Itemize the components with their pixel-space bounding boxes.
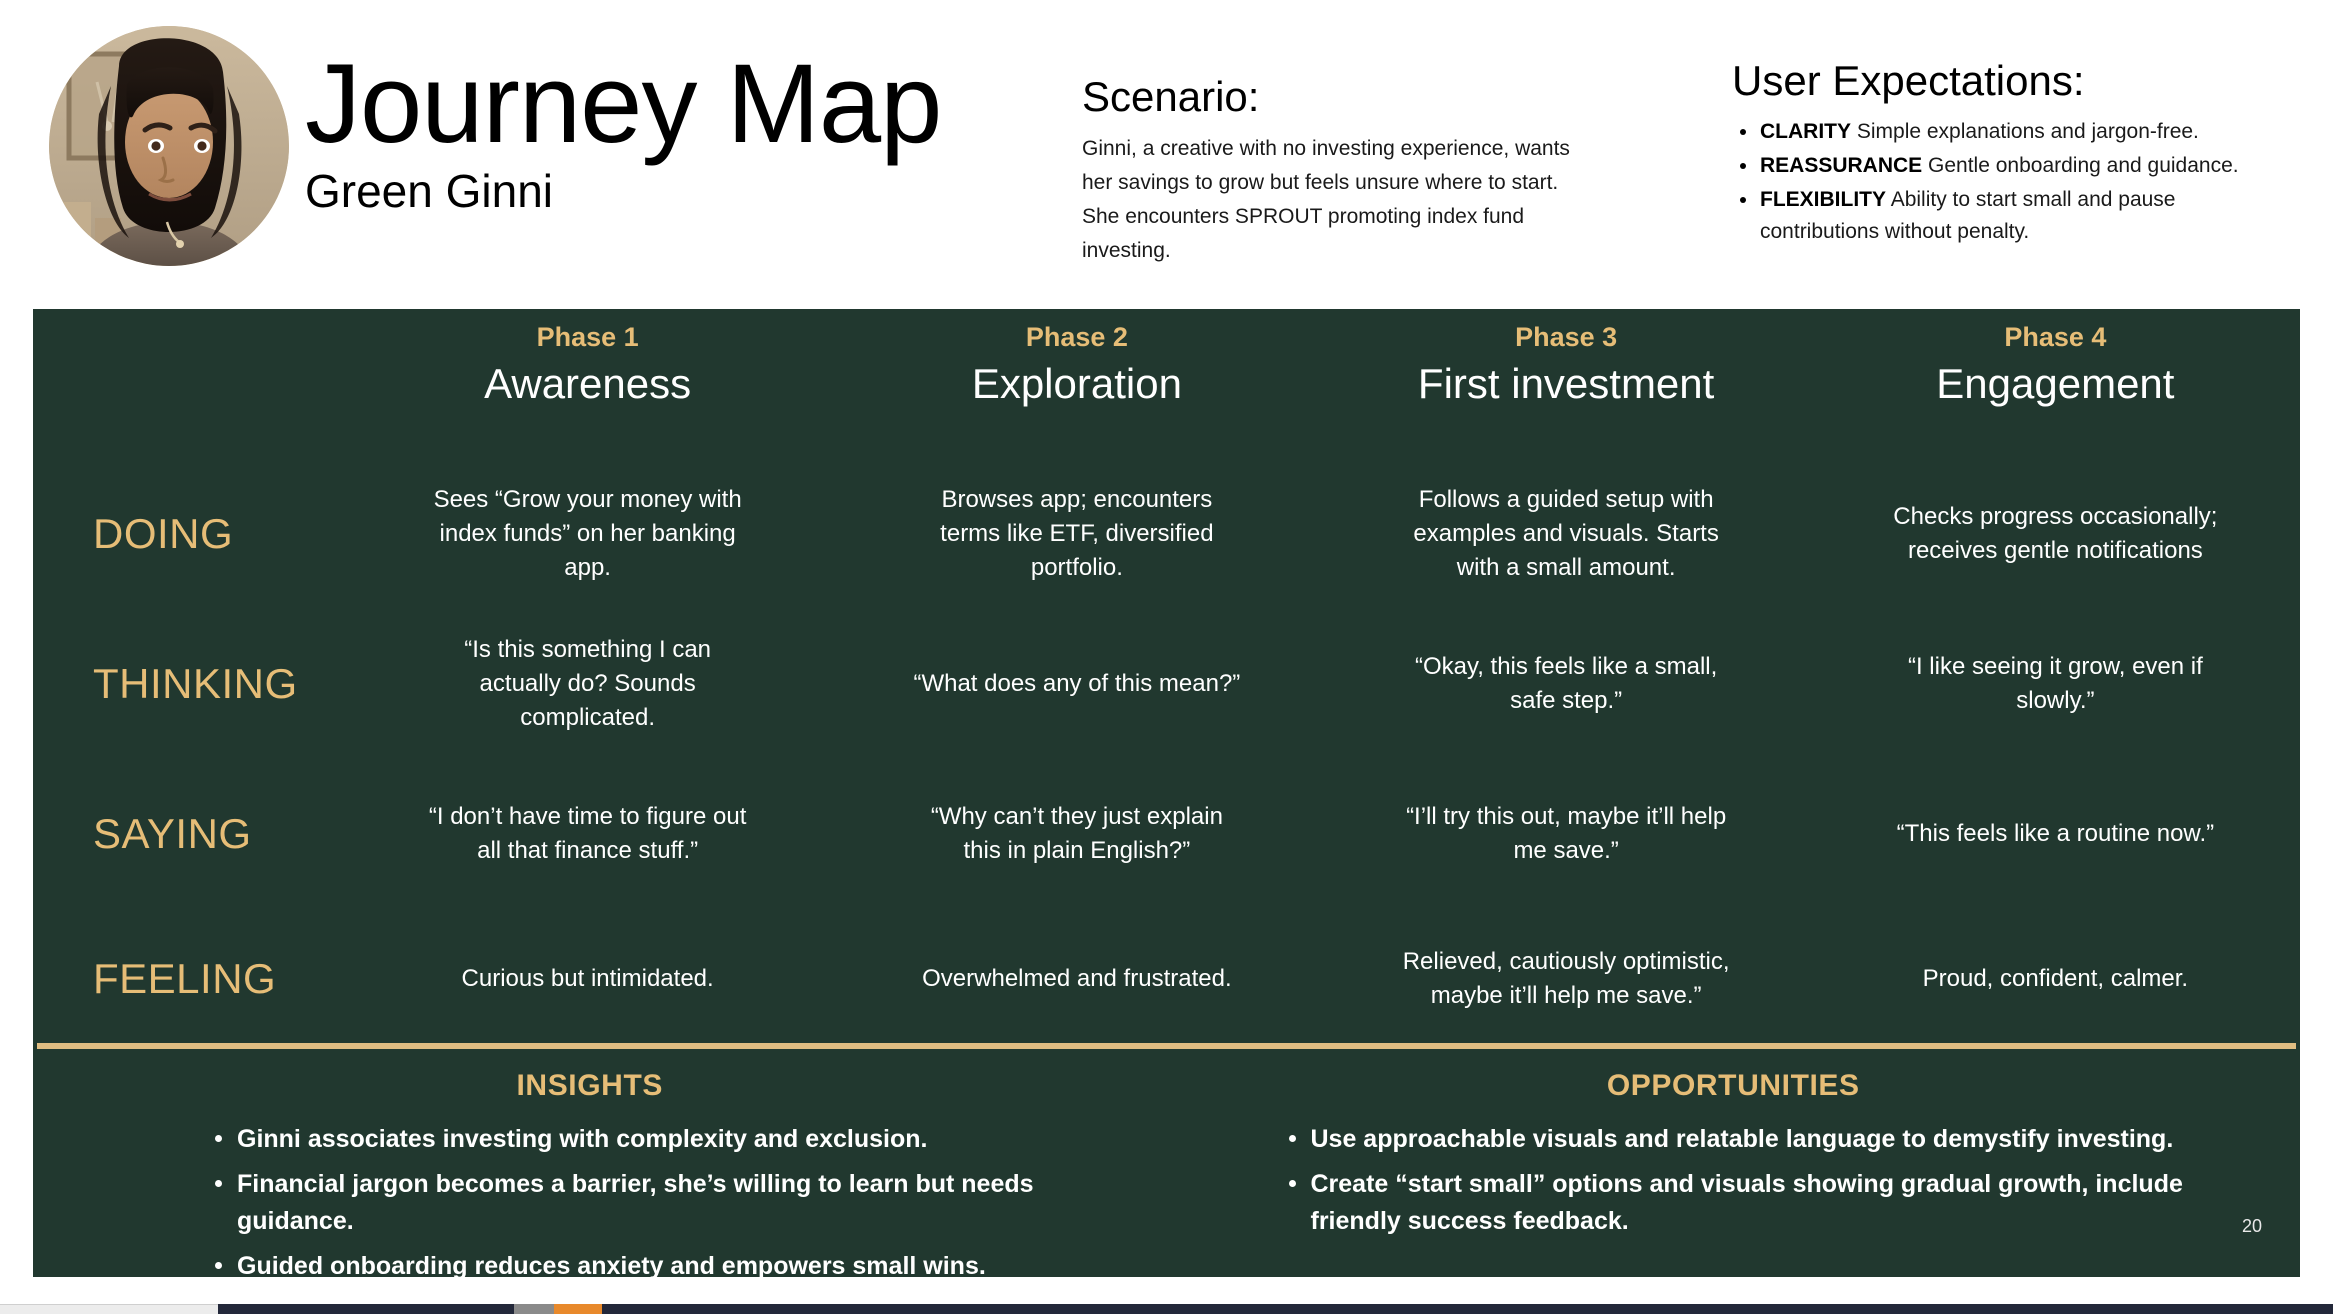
cell-doing-phase4 bbox=[1811, 459, 2300, 609]
expectations-list bbox=[1732, 116, 2292, 248]
opportunity-item: Create “start small” options and visuals showing gradual growth, include friendly success feedback. bbox=[1279, 1166, 2261, 1239]
expectation-text: Gentle onboarding and guidance. bbox=[1928, 154, 2239, 178]
insight-item: Ginni associates investing with complexity and exclusion. bbox=[205, 1121, 1127, 1157]
page-title: Journey Map bbox=[305, 41, 942, 166]
expectations-heading: User Expectations: bbox=[1732, 57, 2085, 104]
insight-item: Financial jargon becomes a barrier, she’s willing to learn but needs guidance. bbox=[205, 1166, 1127, 1239]
expectation-item bbox=[1732, 116, 2292, 148]
cell-text: “I’ll try this out, maybe it’ll help me save.” bbox=[1406, 802, 1727, 864]
cell-text: “What does any of this mean?” bbox=[913, 669, 1241, 697]
insights-title: INSIGHTS bbox=[516, 1069, 663, 1102]
cell-text: “Why can’t they just explain this in plain English?” bbox=[930, 802, 1223, 864]
cell-thinking-phase4 bbox=[1811, 609, 2300, 759]
row-label-thinking: THINKING bbox=[93, 660, 298, 707]
taskbar-active-app-indicator[interactable] bbox=[554, 1304, 602, 1314]
expectation-text: Simple explanations and jargon-free. bbox=[1856, 120, 2199, 144]
row-label-doing: DOING bbox=[93, 510, 234, 557]
cell-feeling-phase4 bbox=[1811, 909, 2300, 1049]
cell-thinking-phase1 bbox=[343, 609, 832, 759]
expectation-key: FLEXIBILITY bbox=[1760, 188, 1886, 211]
phase-name: Awareness bbox=[484, 359, 692, 407]
user-expectations-section bbox=[1732, 58, 2292, 250]
gold-divider bbox=[37, 1043, 2296, 1049]
row-label-saying: SAYING bbox=[93, 810, 252, 857]
cell-feeling-phase1 bbox=[343, 909, 832, 1049]
taskbar-left-segment[interactable] bbox=[0, 1304, 218, 1314]
phase-header-4 bbox=[1811, 309, 2300, 459]
cell-text: Browses app; encounters terms like ETF, diversified portfolio. bbox=[940, 485, 1214, 582]
slide-header bbox=[0, 0, 2333, 300]
journey-board bbox=[33, 309, 2300, 1280]
cell-feeling-phase2 bbox=[832, 909, 1321, 1049]
phase-header-3 bbox=[1322, 309, 1811, 459]
phase-number: Phase 1 bbox=[536, 322, 639, 352]
cell-doing-phase1 bbox=[343, 459, 832, 609]
phase-name: Exploration bbox=[971, 359, 1182, 407]
cell-doing-phase2 bbox=[832, 459, 1321, 609]
opportunities-panel bbox=[1167, 1053, 2301, 1293]
cell-feeling-phase3 bbox=[1322, 909, 1811, 1049]
cell-text: “Is this something I can actually do? Sounds complicated. bbox=[464, 635, 712, 732]
scenario-section bbox=[1082, 74, 1582, 268]
opportunities-title: OPPORTUNITIES bbox=[1606, 1069, 1860, 1102]
cell-text: “I don’t have time to figure out all that finance stuff.” bbox=[428, 802, 747, 864]
scenario-heading: Scenario: bbox=[1082, 73, 1260, 120]
opportunities-list bbox=[1279, 1121, 2261, 1239]
insights-list bbox=[205, 1121, 1127, 1284]
cell-doing-phase3 bbox=[1322, 459, 1811, 609]
cell-saying-phase1 bbox=[343, 759, 832, 909]
cell-text: “Okay, this feels like a small, safe step.” bbox=[1414, 652, 1718, 714]
phase-header-2 bbox=[832, 309, 1321, 459]
cell-text: Proud, confident, calmer. bbox=[1922, 964, 2189, 992]
persona-name: Green Ginni bbox=[305, 165, 554, 217]
phase-name: Engagement bbox=[1936, 359, 2175, 407]
phase-name: First investment bbox=[1417, 359, 1715, 407]
insight-item: Guided onboarding reduces anxiety and empowers small wins. bbox=[205, 1248, 1127, 1284]
taskbar-window-segment[interactable] bbox=[218, 1304, 514, 1314]
taskbar-grey-segment[interactable] bbox=[514, 1304, 554, 1314]
cell-thinking-phase2 bbox=[832, 609, 1321, 759]
cell-thinking-phase3 bbox=[1322, 609, 1811, 759]
cell-text: Follows a guided setup with examples and visuals. Starts with a small amount. bbox=[1413, 485, 1719, 582]
scenario-body: Ginni, a creative with no investing experience, wants her savings to grow but feels unsure where to start. She encounters SPROUT promoting index fund investing. bbox=[1082, 137, 1570, 263]
phase-number: Phase 2 bbox=[1025, 322, 1128, 352]
journey-grid bbox=[33, 309, 2300, 1049]
expectation-text: Ability to start small and pause contributions without penalty. bbox=[1760, 188, 2176, 243]
bottom-panels bbox=[33, 1053, 2300, 1280]
expectation-item bbox=[1732, 150, 2292, 182]
opportunity-item: Use approachable visuals and relatable language to demystify investing. bbox=[1279, 1121, 2261, 1157]
persona-photo-icon bbox=[49, 26, 289, 266]
phase-number: Phase 3 bbox=[1515, 322, 1618, 352]
cell-text: Relieved, cautiously optimistic, maybe it’ll help me save.” bbox=[1402, 947, 1730, 1009]
cell-text: Checks progress occasionally; receives gentle notifications bbox=[1893, 502, 2218, 564]
cell-text: “I like seeing it grow, even if slowly.” bbox=[1907, 652, 2203, 714]
title-block bbox=[305, 41, 942, 217]
avatar bbox=[49, 26, 289, 266]
phase-header-1 bbox=[343, 309, 832, 459]
expectation-item bbox=[1732, 184, 2292, 248]
cell-text: Curious but intimidated. bbox=[461, 964, 714, 992]
taskbar-sliver bbox=[0, 1304, 2333, 1314]
cell-text: Overwhelmed and frustrated. bbox=[922, 964, 1232, 992]
grid-corner-empty bbox=[33, 309, 343, 459]
phase-number: Phase 4 bbox=[2004, 322, 2107, 352]
cell-saying-phase4 bbox=[1811, 759, 2300, 909]
cell-text: “This feels like a routine now.” bbox=[1896, 819, 2215, 847]
expectation-key: CLARITY bbox=[1760, 120, 1851, 144]
expectation-key: REASSURANCE bbox=[1760, 154, 1923, 178]
page-number: 20 bbox=[2241, 1216, 2262, 1236]
cell-text: Sees “Grow your money with index funds” on her banking app. bbox=[433, 485, 742, 582]
taskbar-right-segment[interactable] bbox=[602, 1304, 2333, 1314]
cell-saying-phase2 bbox=[832, 759, 1321, 909]
row-label-feeling: FEELING bbox=[93, 955, 277, 1002]
cell-saying-phase3 bbox=[1322, 759, 1811, 909]
insights-panel bbox=[33, 1053, 1167, 1293]
